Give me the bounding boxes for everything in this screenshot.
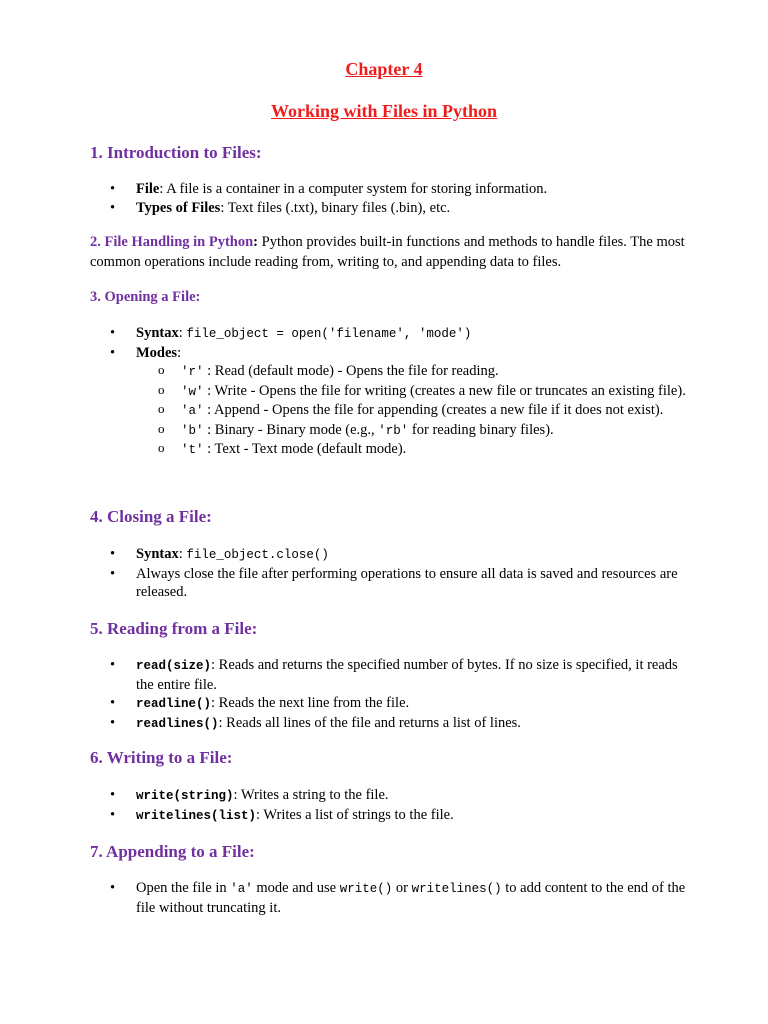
mode-code: 'w' — [181, 384, 204, 399]
section-1-list — [90, 180, 690, 217]
section-2-colon: : — [253, 234, 259, 250]
syntax-sep: : — [178, 546, 187, 562]
method-code: readline() — [136, 697, 212, 711]
mode-text: : Write - Opens the file for writing (creates a new file or truncates an existing file). — [203, 382, 686, 399]
mode-item — [136, 382, 690, 402]
item-term: File — [136, 181, 160, 197]
section-3-list — [90, 324, 690, 460]
item-text: : Reads and returns the specified number of bytes. If no size is specified, it reads the entire file. — [136, 657, 678, 693]
mode-text: : Read (default mode) - Opens the file for reading. — [203, 363, 499, 379]
method-code: write(string) — [136, 789, 234, 803]
syntax-sep: : — [178, 325, 187, 341]
mode-text: : Binary - Binary mode (e.g., — [203, 421, 379, 438]
section-4-heading: 4. Closing a File: — [90, 507, 212, 526]
section-2-text: Python provides built-in functions and methods to handle files. The most common operations include reading from, writing to, and appending data to files. — [90, 234, 685, 270]
method-code: writelines() — [411, 882, 502, 896]
method-code: readlines() — [136, 716, 219, 731]
list-item — [90, 180, 690, 199]
syntax-label: Syntax — [136, 546, 179, 562]
mode-code: 't' — [181, 443, 204, 457]
section-6-heading: 6. Writing to a File: — [90, 748, 233, 767]
item-text: : Writes a string to the file. — [233, 787, 389, 803]
item-text: Open the file in — [136, 880, 231, 896]
list-item — [90, 656, 690, 694]
method-code: write() — [339, 882, 393, 896]
list-item — [90, 694, 690, 714]
item-text: : Text files (.txt), binary files (.bin), etc. — [220, 199, 451, 216]
mode-code-example: 'rb' — [378, 423, 409, 438]
section-2-paragraph — [90, 233, 690, 272]
list-item — [90, 545, 690, 565]
mode-code: 'r' — [181, 365, 204, 379]
modes-sep: : — [177, 344, 182, 361]
item-text: : A file is a container in a computer system for storing information. — [159, 181, 548, 197]
item-text: or — [392, 880, 412, 896]
mode-item — [136, 362, 690, 382]
item-text: mode and use — [252, 880, 340, 896]
modes-list — [136, 362, 690, 460]
item-term: Types of Files — [136, 199, 221, 216]
document-title: Working with Files in Python — [270, 101, 498, 121]
mode-text: : Append - Opens the file for appending (creates a new file if it does not exist). — [203, 402, 664, 418]
mode-code: 'a' — [181, 404, 204, 418]
syntax-label: Syntax — [136, 325, 179, 341]
section-7-list — [90, 879, 690, 917]
section-5-heading: 5. Reading from a File: — [90, 619, 258, 638]
item-text: : Reads all lines of the file and returns a list of lines. — [218, 714, 521, 731]
list-item — [90, 344, 690, 460]
item-text: : Reads the next line from the file. — [211, 695, 410, 711]
section-7-heading: 7. Appending to a File: — [90, 842, 255, 861]
mode-item — [136, 401, 690, 421]
mode-code: 'a' — [230, 882, 253, 896]
list-item — [90, 879, 690, 917]
section-1-heading: 1. Introduction to Files: — [90, 143, 262, 162]
section-4-list — [90, 545, 690, 602]
method-code: writelines(list) — [136, 808, 257, 823]
item-text: to add content to the end of the file without truncating it. — [136, 880, 686, 916]
item-text: : Writes a list of strings to the file. — [256, 806, 454, 823]
mode-item — [136, 421, 690, 441]
section-2-heading: 2. File Handling in Python — [90, 234, 254, 250]
list-item — [90, 806, 690, 826]
list-item — [90, 324, 690, 344]
chapter-title: Chapter 4 — [345, 59, 423, 79]
item-text: Always close the file after performing operations to ensure all data is saved and resources are released. — [136, 565, 678, 600]
mode-item — [136, 440, 690, 460]
mode-text: : Text - Text mode (default mode). — [203, 441, 407, 457]
method-code: read(size) — [136, 659, 212, 673]
list-item — [90, 786, 690, 806]
list-item — [90, 565, 690, 602]
syntax-code: file_object = open('filename', 'mode') — [186, 327, 472, 341]
syntax-code: file_object.close() — [186, 548, 329, 562]
section-3-heading: 3. Opening a File: — [90, 289, 201, 305]
list-item — [90, 714, 690, 734]
section-5-list — [90, 656, 690, 733]
list-item — [90, 199, 690, 218]
mode-code: 'b' — [181, 423, 204, 438]
section-6-list — [90, 786, 690, 825]
mode-text-cont: for reading binary files). — [408, 421, 554, 438]
modes-label: Modes — [136, 344, 178, 361]
